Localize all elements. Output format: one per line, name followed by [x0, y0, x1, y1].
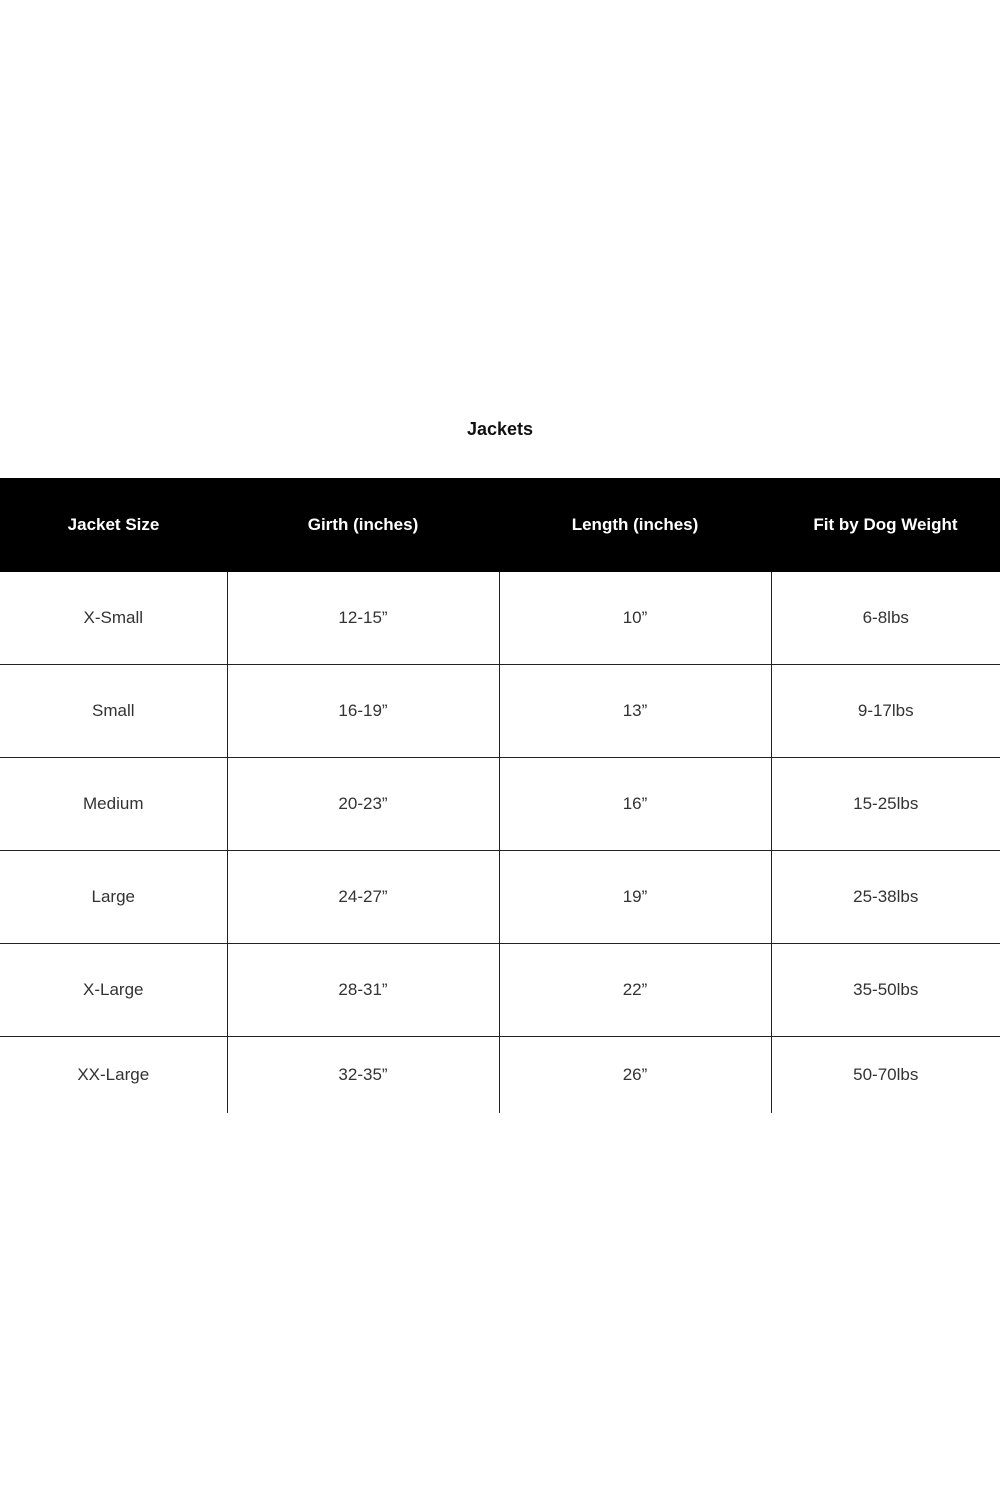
header-fit-by-weight: Fit by Dog Weight	[771, 478, 1000, 572]
table-row	[0, 665, 1000, 758]
table-header-row	[0, 478, 1000, 572]
cell-size: Medium	[0, 758, 227, 851]
table-row	[0, 572, 1000, 665]
page-title: Jackets	[466, 419, 534, 439]
size-chart-table	[0, 478, 1000, 1113]
cell-length: 22”	[499, 944, 771, 1037]
cell-girth: 12-15”	[227, 572, 499, 665]
cell-size: X-Large	[0, 944, 227, 1037]
cell-weight: 15-25lbs	[771, 758, 1000, 851]
cell-weight: 25-38lbs	[771, 851, 1000, 944]
table-row	[0, 851, 1000, 944]
header-jacket-size: Jacket Size	[0, 478, 227, 572]
cell-size: Large	[0, 851, 227, 944]
cell-weight: 50-70lbs	[771, 1037, 1000, 1114]
cell-weight: 35-50lbs	[771, 944, 1000, 1037]
cell-length: 26”	[499, 1037, 771, 1114]
cell-length: 13”	[499, 665, 771, 758]
table-row	[0, 944, 1000, 1037]
cell-length: 10”	[499, 572, 771, 665]
cell-size: X-Small	[0, 572, 227, 665]
cell-girth: 32-35”	[227, 1037, 499, 1114]
cell-weight: 6-8lbs	[771, 572, 1000, 665]
cell-girth: 24-27”	[227, 851, 499, 944]
cell-girth: 16-19”	[227, 665, 499, 758]
cell-length: 16”	[499, 758, 771, 851]
header-girth: Girth (inches)	[227, 478, 499, 572]
cell-size: XX-Large	[77, 1065, 150, 1084]
table-row	[0, 1037, 1000, 1114]
cell-girth: 20-23”	[227, 758, 499, 851]
cell-length: 19”	[499, 851, 771, 944]
table-row	[0, 758, 1000, 851]
header-length: Length (inches)	[499, 478, 771, 572]
cell-weight: 9-17lbs	[771, 665, 1000, 758]
cell-size: Small	[0, 665, 227, 758]
cell-girth: 28-31”	[227, 944, 499, 1037]
